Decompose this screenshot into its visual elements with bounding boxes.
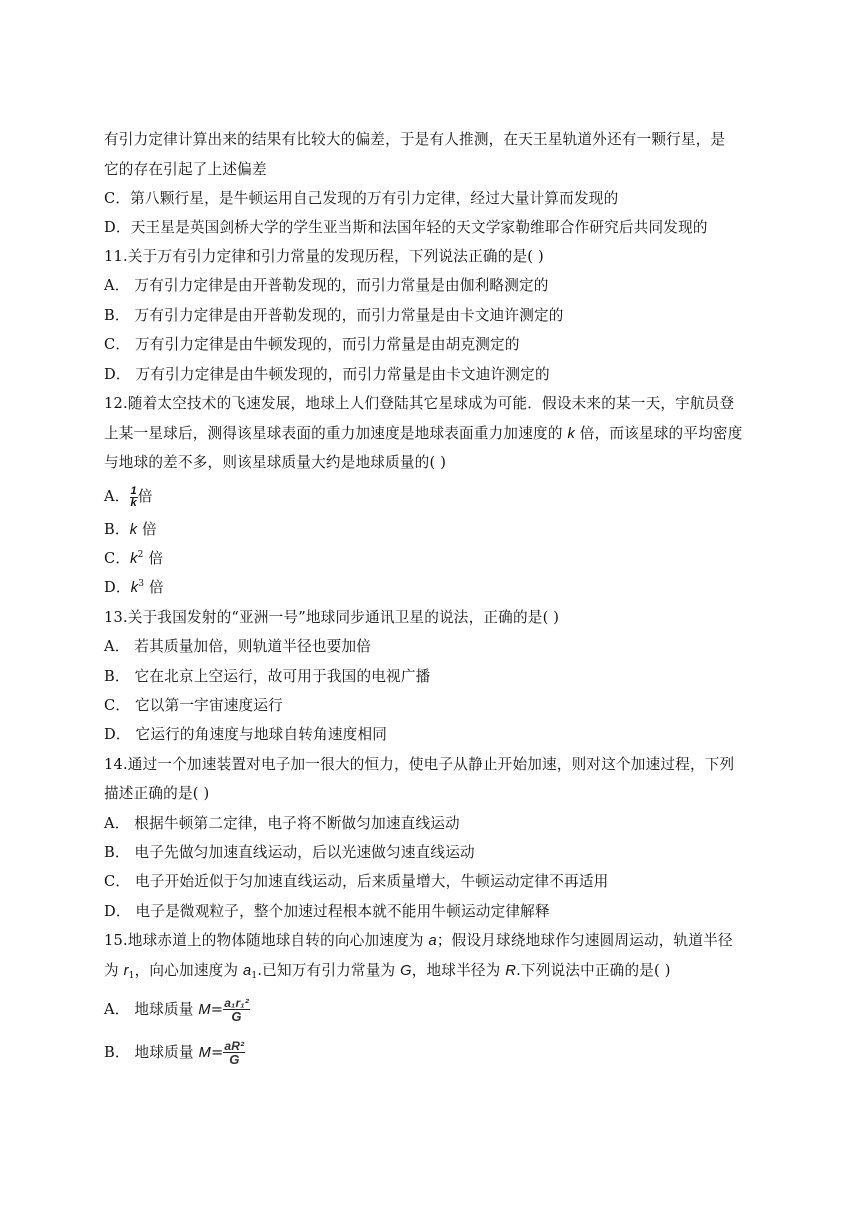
fraction-one-over-k: $\frac{1}{k}$ bbox=[130, 484, 137, 509]
question-11-option-b: B． 万有引力定律是由开普勒发现的，而引力常量是由卡文迪许测定的 bbox=[104, 307, 564, 324]
question-12-option-d: D．$k^3$ 倍 bbox=[104, 579, 164, 596]
question-12-option-c: C．$k^2$ 倍 bbox=[104, 550, 164, 567]
text-line: 有引力定律计算出来的结果有比较大的偏差，于是有人推测，在天王星轨道外还有一颗行星，是 bbox=[104, 131, 726, 148]
question-11-option-c: C． 万有引力定律是由牛顿发现的，而引力常量是由胡克测定的 bbox=[104, 336, 520, 353]
question-14-option-a: A． 根据牛顿第二定律，电子将不断做匀加速直线运动 bbox=[104, 815, 460, 832]
question-15-option-b: B． 地球质量 M= $\frac{\text{aR²}}{G}$ bbox=[104, 1039, 245, 1067]
formula-a-r-squared-over-g: $\frac{\text{aR²}}{G}$ bbox=[224, 1039, 245, 1067]
question-11-option-d: D． 万有引力定律是由牛顿发现的，而引力常量是由卡文迪许测定的 bbox=[104, 366, 550, 383]
question-14-stem-line2: 描述正确的是( ) bbox=[104, 785, 210, 802]
question-13-option-c: C． 它以第一宇宙速度运行 bbox=[104, 697, 283, 714]
option-d: D．天王星是英国剑桥大学的学生亚当斯和法国年轻的天文学家勒维耶合作研究后共同发现的 bbox=[104, 219, 708, 236]
question-13-option-b: B． 它在北京上空运行，故可用于我国的电视广播 bbox=[104, 668, 431, 685]
question-14-option-b: B． 电子先做匀加速直线运动，后以光速做匀速直线运动 bbox=[104, 844, 475, 861]
text-line: 它的存在引起了上述偏差 bbox=[104, 161, 267, 178]
question-15-stem-line1: 15.地球赤道上的物体随地球自转的向心加速度为 a；假设月球绕地球作匀速圆周运动，轨道半径 bbox=[104, 932, 733, 949]
question-11-stem: 11.关于万有引力定律和引力常量的发现历程，下列说法正确的是( ) bbox=[104, 248, 544, 265]
question-13-stem: 13.关于我国发射的“亚洲一号”地球同步通讯卫星的说法，正确的是( ) bbox=[104, 609, 560, 626]
question-14-stem-line1: 14.通过一个加速装置对电子加一很大的恒力，使电子从静止开始加速，则对这个加速过程，下列 bbox=[104, 756, 735, 773]
question-12-stem-line3: 与地球的差不多，则该星球质量大约是地球质量的( ) bbox=[104, 454, 447, 471]
option-c: C．第八颗行星，是牛顿运用自己发现的万有引力定律，经过大量计算而发现的 bbox=[104, 190, 619, 207]
question-12-stem-line2: 上某一星球后，测得该星球表面的重力加速度是地球表面重力加速度的 k 倍，而该星球的平均密度 bbox=[104, 425, 743, 442]
question-14-option-d: D． 电子是微观粒子，整个加速过程根本就不能用牛顿运动定律解释 bbox=[104, 903, 550, 920]
question-13-option-a: A． 若其质量加倍，则轨道半径也要加倍 bbox=[104, 638, 372, 655]
question-12-option-a: A． $\frac{1}{k}$ 倍 bbox=[104, 484, 153, 509]
question-15-stem-line2: 为 $r_1$，向心加速度为 $a_1$.已知万有引力常量为 G，地球半径为 R.下列说法中正确的是( ) bbox=[104, 962, 671, 981]
question-15-option-a: A． 地球质量 M= $\frac{\text{a₁r₁²}}{G}$ bbox=[104, 996, 249, 1024]
question-14-option-c: C． 电子开始近似于匀加速直线运动，后来质量增大，牛顿运动定律不再适用 bbox=[104, 873, 609, 890]
question-13-option-d: D． 它运行的角速度与地球自转角速度相同 bbox=[104, 726, 388, 743]
question-12-option-b: B．k 倍 bbox=[104, 521, 157, 538]
question-11-option-a: A． 万有引力定律是由开普勒发现的，而引力常量是由伽利略测定的 bbox=[104, 277, 549, 294]
question-12-stem-line1: 12.随着太空技术的飞速发展，地球上人们登陆其它星球成为可能．假设未来的某一天，宇航员登 bbox=[104, 395, 735, 412]
formula-a1-r1-squared-over-g: $\frac{\text{a₁r₁²}}{G}$ bbox=[224, 996, 249, 1024]
